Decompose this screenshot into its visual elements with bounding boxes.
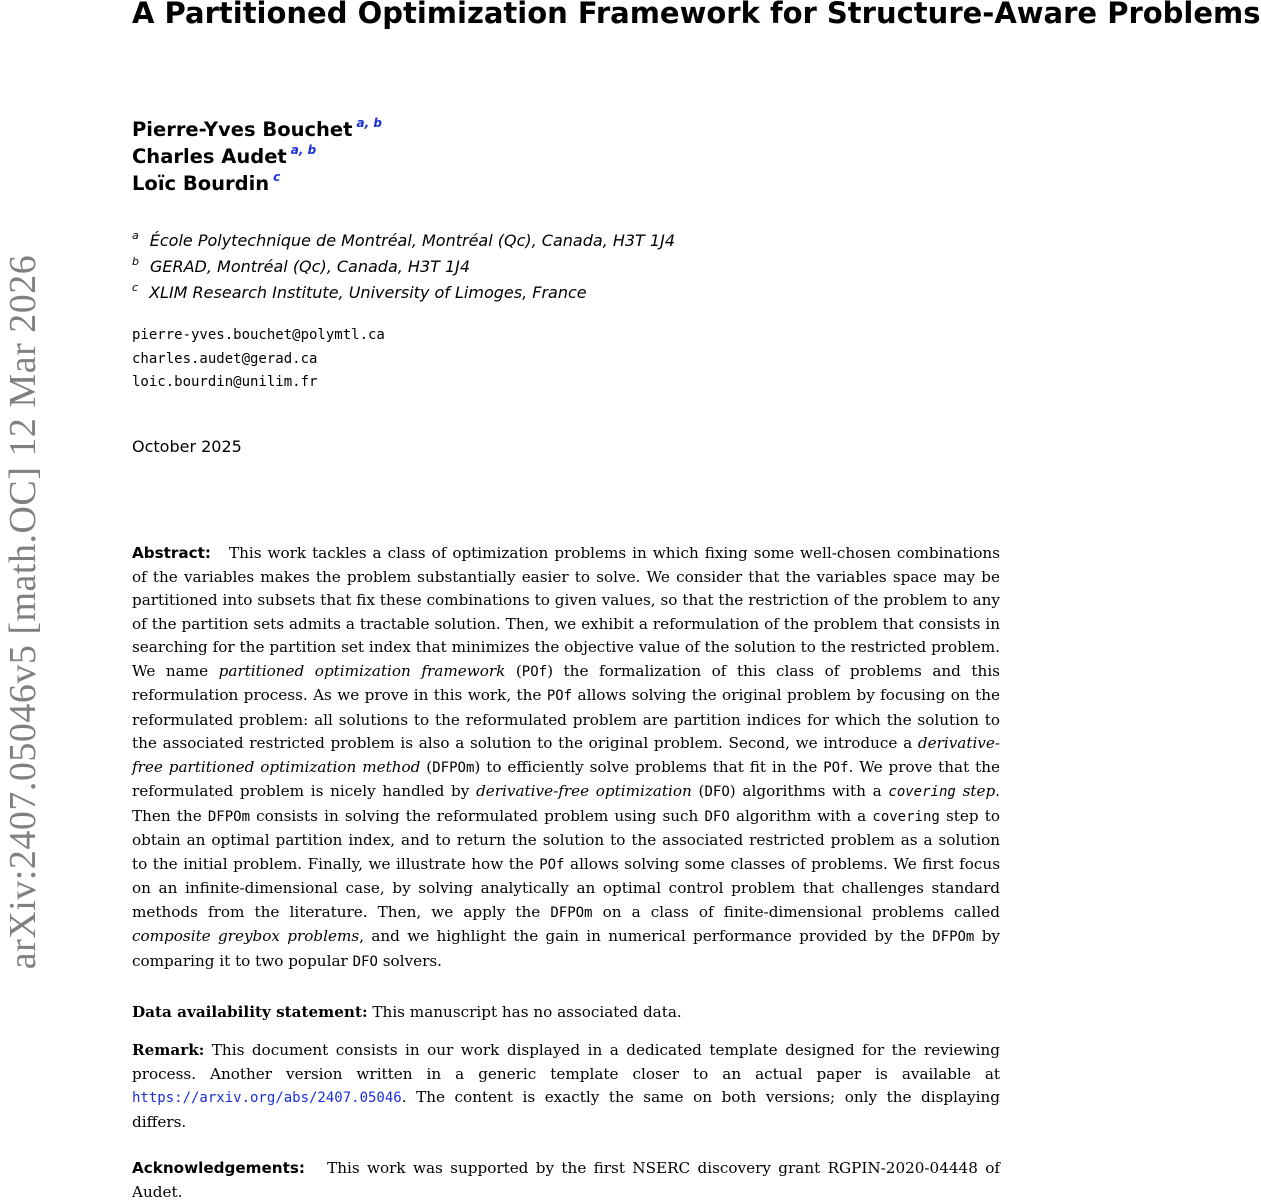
acknowledgements-label: Acknowledgements: xyxy=(132,1159,305,1177)
author-affiliation-marks[interactable]: a, b xyxy=(290,143,317,157)
abstract-label: Abstract: xyxy=(132,544,212,562)
remark: Remark: This document consists in our work displayed in a dedicated template designed for the reviewing process. Another version written in a generic template closer to an actual paper is available at https://arxiv.org/abs/2407.05046. The content is exactly the same on both versions; only the displaying differs. xyxy=(132,1041,1000,1131)
remark-label: Remark: xyxy=(132,1041,205,1059)
arxiv-link[interactable]: https://arxiv.org/abs/2407.05046 xyxy=(132,1090,402,1106)
email-bourdin: loic.bourdin@unilim.fr xyxy=(132,374,318,390)
author-name: Charles Audet xyxy=(132,145,287,168)
author-affiliation-marks[interactable]: a, b xyxy=(356,116,382,130)
affiliation-b xyxy=(132,251,470,278)
affiliation-text: GERAD, Montréal (Qc), Canada, H3T 1J4 xyxy=(149,257,471,276)
affiliation-mark: a xyxy=(132,229,139,242)
paper-title: A Partitioned Optimization Framework for Structure-Aware Problems xyxy=(132,0,1261,30)
arxiv-stamp xyxy=(0,240,46,985)
data-availability-statement: Data availability statement: This manuscript has no associated data. xyxy=(132,1003,682,1021)
author-name: Pierre-Yves Bouchet xyxy=(132,118,353,141)
affiliation-text: XLIM Research Institute, University of Limoges, France xyxy=(149,283,587,302)
author-name: Loïc Bourdin xyxy=(132,172,270,195)
abstract: Abstract: This work tackles a class of optimization problems in which fixing some well-chosen combinations of the variables makes the problem substantially easier to solve. We consider that the variables space may be partitioned into subsets that fix these combinations to given values, so that the restriction of the problem to any of the partition sets admits a tractable solution. Then, we exhibit a reformulation of the problem that consists in searching for the partition set index that minimizes the objective value of the solution to the restricted problem. We name partitioned optimization framework (POf) the formalization of this class of problems and this reformulation process. As we prove in this work, the POf allows solving the original problem by focusing on the reformulated problem: all solutions to the reformulated problem are partition indices for which the solution to the associated restricted problem is also a solution to the original problem. Second, we introduce a derivative-free partitioned optimization method (DFPOm) to efficiently solve problems that fit in the POf. We prove that the reformulated problem is nicely handled by derivative-free optimization (DFO) algorithms with a covering step. Then the DFPOm consists in solving the reformulated problem using such DFO algorithm with a covering step to obtain an optimal partition index, and to return the solution to the associated restricted problem as a solution to the initial problem. Finally, we illustrate how the POf allows solving some classes of problems. We first focus on an infinite-dimensional case, by solving analytically an optimal control problem that challenges standard methods from the literature. Then, we apply the DFPOm on a class of finite-dimensional problems called composite greybox problems, and we highlight the gain in numerical performance provided by the DFPOm by comparing it to two popular DFO solvers. xyxy=(132,544,1001,970)
acknowledgements: Acknowledgements: This work was supported by the first NSERC discovery grant RGPIN-2020-04448 of Audet. xyxy=(132,1159,1000,1201)
arxiv-identifier: arXiv:2407.05046v5 [math.OC] 12 Mar 2026 xyxy=(2,254,44,970)
affiliation-mark: c xyxy=(132,281,139,294)
affiliation-mark: b xyxy=(132,255,139,268)
email-bouchet: pierre-yves.bouchet@polymtl.ca xyxy=(132,327,385,343)
email-audet: charles.audet@gerad.ca xyxy=(132,351,318,367)
author-3 xyxy=(132,165,280,196)
affiliation-a xyxy=(132,225,675,252)
author-affiliation-marks[interactable]: c xyxy=(273,170,281,184)
affiliation-c xyxy=(132,277,587,304)
affiliation-text: École Polytechnique de Montréal, Montréal (Qc), Canada, H3T 1J4 xyxy=(149,231,675,250)
publication-date: October 2025 xyxy=(132,437,242,456)
data-availability-label: Data availability statement: xyxy=(132,1003,368,1021)
